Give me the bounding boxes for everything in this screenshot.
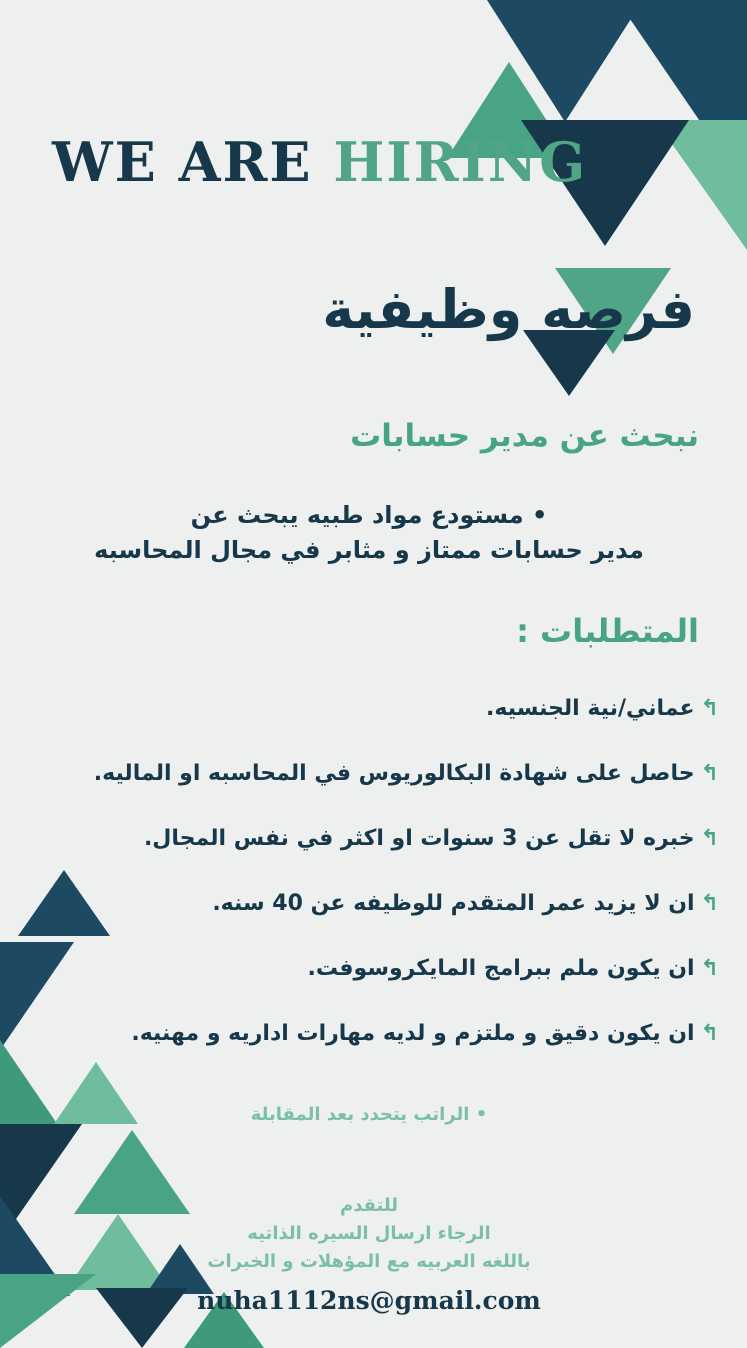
headline-arabic: فرصه وظيفية <box>322 278 695 341</box>
list-item <box>29 871 719 936</box>
apply-instructions <box>39 1192 699 1320</box>
arrow-bullet-icon: ↰ <box>700 890 719 916</box>
list-item <box>29 741 719 806</box>
list-item <box>29 806 719 871</box>
intro-paragraph <box>39 498 699 568</box>
headline-english <box>52 130 587 194</box>
headline-english-part1: WE ARE <box>52 130 334 194</box>
list-item-label: حاصل على شهادة البكالوريوس في المحاسبه او الماليه. <box>93 761 695 786</box>
arrow-bullet-icon: ↰ <box>700 695 719 721</box>
list-item <box>29 1001 719 1066</box>
intro-line-1: • مستودع مواد طبيه يبحث عن <box>190 501 548 529</box>
apply-line-1: للتقدم <box>340 1195 398 1216</box>
requirements-title: المتطلبات : <box>516 612 699 650</box>
arrow-bullet-icon: ↰ <box>700 955 719 981</box>
arrow-bullet-icon: ↰ <box>700 760 719 786</box>
list-item <box>29 936 719 1001</box>
list-item-label: عماني/نية الجنسيه. <box>486 696 695 721</box>
arrow-bullet-icon: ↰ <box>700 825 719 851</box>
intro-line-2: مدير حسابات ممتاز و مثابر في مجال المحاسبه <box>94 535 644 564</box>
contact-email[interactable]: nuha1112ns@gmail.com <box>197 1285 541 1315</box>
list-item-label: خبره لا تقل عن 3 سنوات او اكثر في نفس المجال. <box>143 826 695 851</box>
apply-line-3: باللغه العربيه مع المؤهلات و الخبرات <box>207 1250 531 1272</box>
requirements-list <box>29 676 719 1066</box>
list-item-label: ان لا يزيد عمر المتقدم للوظيفه عن 40 سنه. <box>212 891 695 916</box>
arrow-bullet-icon: ↰ <box>700 1020 719 1046</box>
list-item-label: ان يكون دقيق و ملتزم و لديه مهارات اداريه و مهنيه. <box>131 1021 695 1046</box>
list-item-label: ان يكون ملم ببرامج المايكروسوفت. <box>307 956 695 981</box>
salary-note: • الراتب يتحدد بعد المقابلة <box>250 1104 488 1125</box>
job-title-subtitle: نبحث عن مدير حسابات <box>350 418 699 454</box>
headline-english-part2: HIRING <box>333 130 588 194</box>
apply-line-2: الرجاء ارسال السيره الذاتيه <box>247 1222 491 1244</box>
list-item <box>29 676 719 741</box>
